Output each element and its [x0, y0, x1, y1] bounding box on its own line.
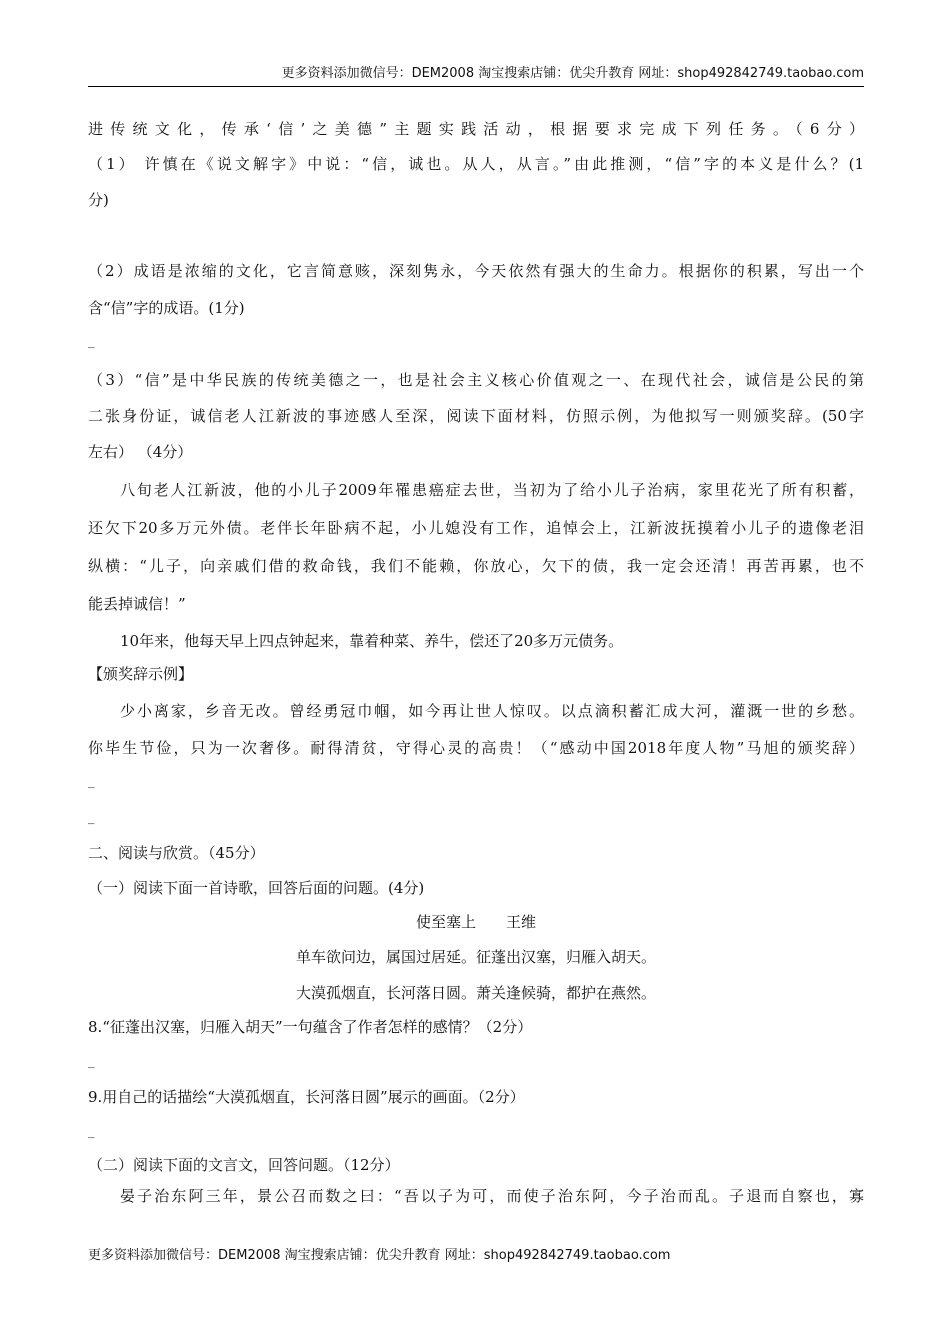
poem-title: 使至塞上 王维 — [415, 913, 536, 931]
part-2-heading: （二）阅读下面的文言文，回答问题。（12分） — [88, 1156, 400, 1174]
question-9: 9.用自己的话描绘“大漠孤烟直，长河落日圆”展示的画面。（2分） — [88, 1088, 525, 1106]
material-line-2: 还欠下20多万元外债。老伴长年卧病不起，小儿媳没有工作，追悼会上，江新波抚摸着小儿子的遗像老泪 — [88, 519, 864, 537]
page-header: 更多资料添加微信号：DEM2008 淘宝搜索店铺：优尖升教育 网址：shop492842749.taobao.com — [88, 64, 864, 87]
classical-text-line-1: 晏子治东阿三年，景公召而数之曰：“吾以子为可，而使子治东阿，今子治而乱。子退而自察也，寡 — [120, 1187, 864, 1205]
question-2-line-1: （2）成语是浓缩的文化，它言简意赅，深刻隽永，今天依然有强大的生命力。根据你的积累，写出一个 — [88, 262, 864, 280]
material-line-5: 10年来，他每天早上四点钟起来，靠着种菜、养牛，偿还了20多万元债务。 — [120, 632, 624, 650]
answer-blank: _ — [88, 334, 95, 349]
answer-blank: _ — [88, 774, 95, 789]
example-title: 【颁奖辞示例】 — [88, 665, 194, 683]
material-line-1: 八旬老人江新波，他的小儿子2009年罹患癌症去世，当初为了给小儿子治病，家里花光了所有积蓄， — [120, 481, 864, 499]
question-1-line-2: 分) — [88, 191, 109, 209]
question-1-line-1: （1） 许慎在《说文解字》中说：“信，诚也。从人，从言。”由此推测，“信”字的本义是什么？(1 — [88, 155, 864, 173]
answer-blank: _ — [88, 1124, 95, 1139]
answer-blank: _ — [88, 1054, 95, 1069]
example-line-2: 你毕生节俭，只为一次奢侈。耐得清贫，守得心灵的高贵！（“感动中国2018年度人物”马旭的颁奖辞） — [88, 739, 864, 757]
question-8: 8.“征蓬出汉塞，归雁入胡天”一句蕴含了作者怎样的感情？（2分） — [88, 1018, 533, 1036]
material-line-3: 纵横：“儿子，向亲戚们借的救命钱，我们不能赖，你放心，欠下的债，我一定会还清！再苦再累，也不 — [88, 557, 864, 575]
material-line-4: 能丢掉诚信！” — [88, 595, 186, 613]
section-2-heading: 二、阅读与欣赏。（45分） — [88, 844, 265, 862]
poem-line-1: 单车欲问边，属国过居延。征蓬出汉塞，归雁入胡天。 — [295, 948, 656, 966]
question-3-line-1: （3）“信”是中华民族的传统美德之一，也是社会主义核心价值观之一、在现代社会，诚信是公民的第 — [88, 371, 864, 389]
answer-blank: _ — [88, 810, 95, 825]
question-3-line-2: 二张身份证，诚信老人江新波的事迹感人至深，阅读下面材料，仿照示例，为他拟写一则颁奖辞。(50字 — [88, 407, 864, 425]
question-3-line-3: 左右） （4分） — [88, 443, 193, 461]
page-footer: 更多资料添加微信号：DEM2008 淘宝搜索店铺：优尖升教育 网址：shop492842749.taobao.com — [88, 1248, 671, 1263]
part-1-heading: （一）阅读下面一首诗歌，回答后面的问题。(4分) — [88, 879, 425, 897]
poem-line-2: 大漠孤烟直，长河落日圆。萧关逢候骑，都护在燕然。 — [295, 984, 656, 1002]
question-2-line-2: 含“信”字的成语。(1分) — [88, 299, 245, 317]
example-line-1: 少小离家，乡音无改。曾经勇冠巾帼，如今再让世人惊叹。以点滴积蓄汇成大河，灌溉一世的乡愁。 — [120, 702, 864, 720]
intro-line: 进传统文化，传承‘信’之美德”主题实践活动，根据要求完成下列任务。（6分） — [88, 120, 864, 138]
